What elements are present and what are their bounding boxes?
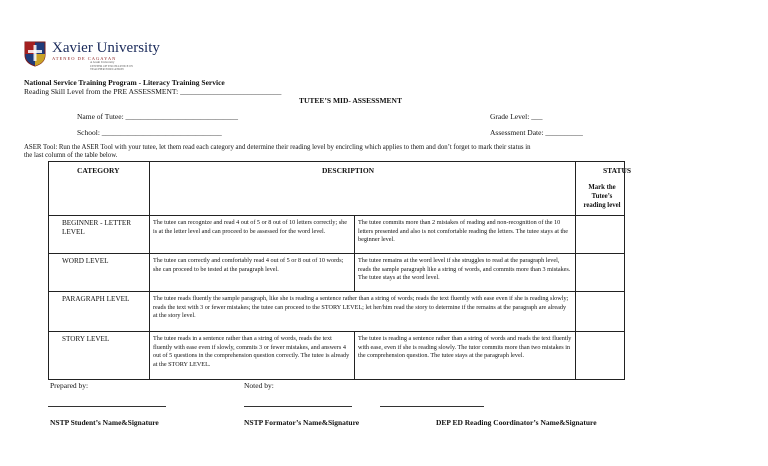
status-cell-story[interactable] — [576, 332, 625, 380]
grade-level-field: Grade Level: ___ — [490, 112, 543, 121]
coordinator-signature-label: DEP ED Reading Coordinator’s Name&Signature — [436, 418, 597, 427]
instructions-line: ASER Tool: Run the ASER Tool with your tutee, let them read each category and determine their reading level by encircling which applies to them and don’t forget to mark their status in — [24, 144, 531, 151]
header-status: STATUS — [603, 166, 632, 175]
name-of-tutee-field: Name of Tutee: ______________________________ — [77, 112, 239, 121]
table-divider — [49, 331, 624, 332]
category-word: WORD LEVEL — [62, 257, 109, 265]
tagline-line: CENTER OF EXCELLENCE IN — [90, 63, 133, 68]
document-title: TUTEE’S MID- ASSESSMENT — [299, 96, 402, 105]
header-status-note: Mark the Tutee’s reading level — [583, 184, 621, 209]
category-paragraph: PARAGRAPH LEVEL — [62, 295, 130, 303]
noted-by-label: Noted by: — [244, 381, 274, 390]
signature-line-student — [48, 406, 166, 407]
description-pass: The tutee can recognize and read 4 out of 5 or 8 out of 10 letters correctly; she is at the letter level and can proceed to be assessed for the word level. — [153, 219, 347, 235]
instructions-line: the last column of the table below. — [24, 152, 118, 159]
program-title: National Service Training Program - Literacy Training Service — [24, 78, 225, 87]
table-divider — [354, 331, 355, 379]
table-divider — [49, 253, 624, 254]
signature-line-formator — [244, 406, 352, 407]
signature-line-coordinator — [380, 406, 484, 407]
status-cell-word[interactable] — [576, 254, 625, 291]
table-divider — [149, 162, 150, 379]
instructions — [24, 144, 531, 160]
description-pass: The tutee reads in a sentence rather than a string of words, reads the text fluently with ease even if slowly, commits 3 or fewer mistakes, and answers 4 out of 5 questions in the comprehension question correctly. The tutee is already at the STORY LEVEL. — [153, 335, 350, 368]
university-name: Xavier University — [52, 40, 160, 56]
table-divider — [49, 291, 624, 292]
assessment-date-field: Assessment Date: __________ — [490, 128, 583, 137]
formator-signature-label: NSTP Formator’s Name&Signature — [244, 418, 360, 427]
header-description: DESCRIPTION — [322, 166, 375, 175]
university-tagline — [90, 61, 133, 72]
description-pass: The tutee can correctly and comfortably read 4 out of 5 or 8 out of 10 words; she can proceed to be tested at the paragraph level. — [153, 257, 344, 273]
prepared-by-label: Prepared by: — [50, 381, 89, 390]
table-divider — [49, 215, 624, 216]
description-fail: The tutee remains at the word level if she struggles to read at the paragraph level, reads the sample paragraph like a string of words, and commits more than 3 mistakes. The tutee stays at the word level. — [358, 257, 571, 282]
pre-assessment-level: Reading Skill Level from the PRE ASSESSMENT: ___________________________ — [24, 87, 282, 96]
status-cell-beginner[interactable] — [576, 216, 625, 253]
header-category: CATEGORY — [77, 166, 120, 175]
student-signature-label: NSTP Student’s Name&Signature — [50, 418, 159, 427]
category-beginner: BEGINNER - LETTER LEVEL — [62, 219, 132, 236]
tagline-line: TEACHER EDUCATION — [90, 67, 124, 72]
university-subtitle: ATENEO DE CAGAYAN — [52, 56, 117, 61]
university-shield-logo — [24, 41, 46, 67]
category-story: STORY LEVEL — [62, 335, 110, 343]
description-full: The tutee reads fluently the sample paragraph, like she is reading a sentence rather than a string of words; reads the text fluently with ease even if she is reading slowly; reads the text with 3 or fewer mistakes; the tutee can proceed to the STORY LEVEL; let her/him read the story to determine if the remains at the paragraph are already at the story level. — [153, 295, 569, 320]
description-fail: The tutee commits more than 2 mistakes of reading and non-recognition of the 10 letters presented and also is not comfortable reading the letters. The tutee stays at the beginner level. — [358, 219, 569, 244]
description-fail: The tutee is reading a sentence rather than a string of words and reads the text fluently with ease, even if she is reading slowly. The tutor commits more than two mistakes in the comprehension question. The tutee stays at the paragraph level. — [358, 335, 572, 360]
status-cell-paragraph[interactable] — [576, 292, 625, 331]
tagline-line: A Jesuit University — [90, 60, 115, 64]
school-field: School: ________________________________ — [77, 128, 222, 137]
assessment-table — [48, 161, 632, 380]
